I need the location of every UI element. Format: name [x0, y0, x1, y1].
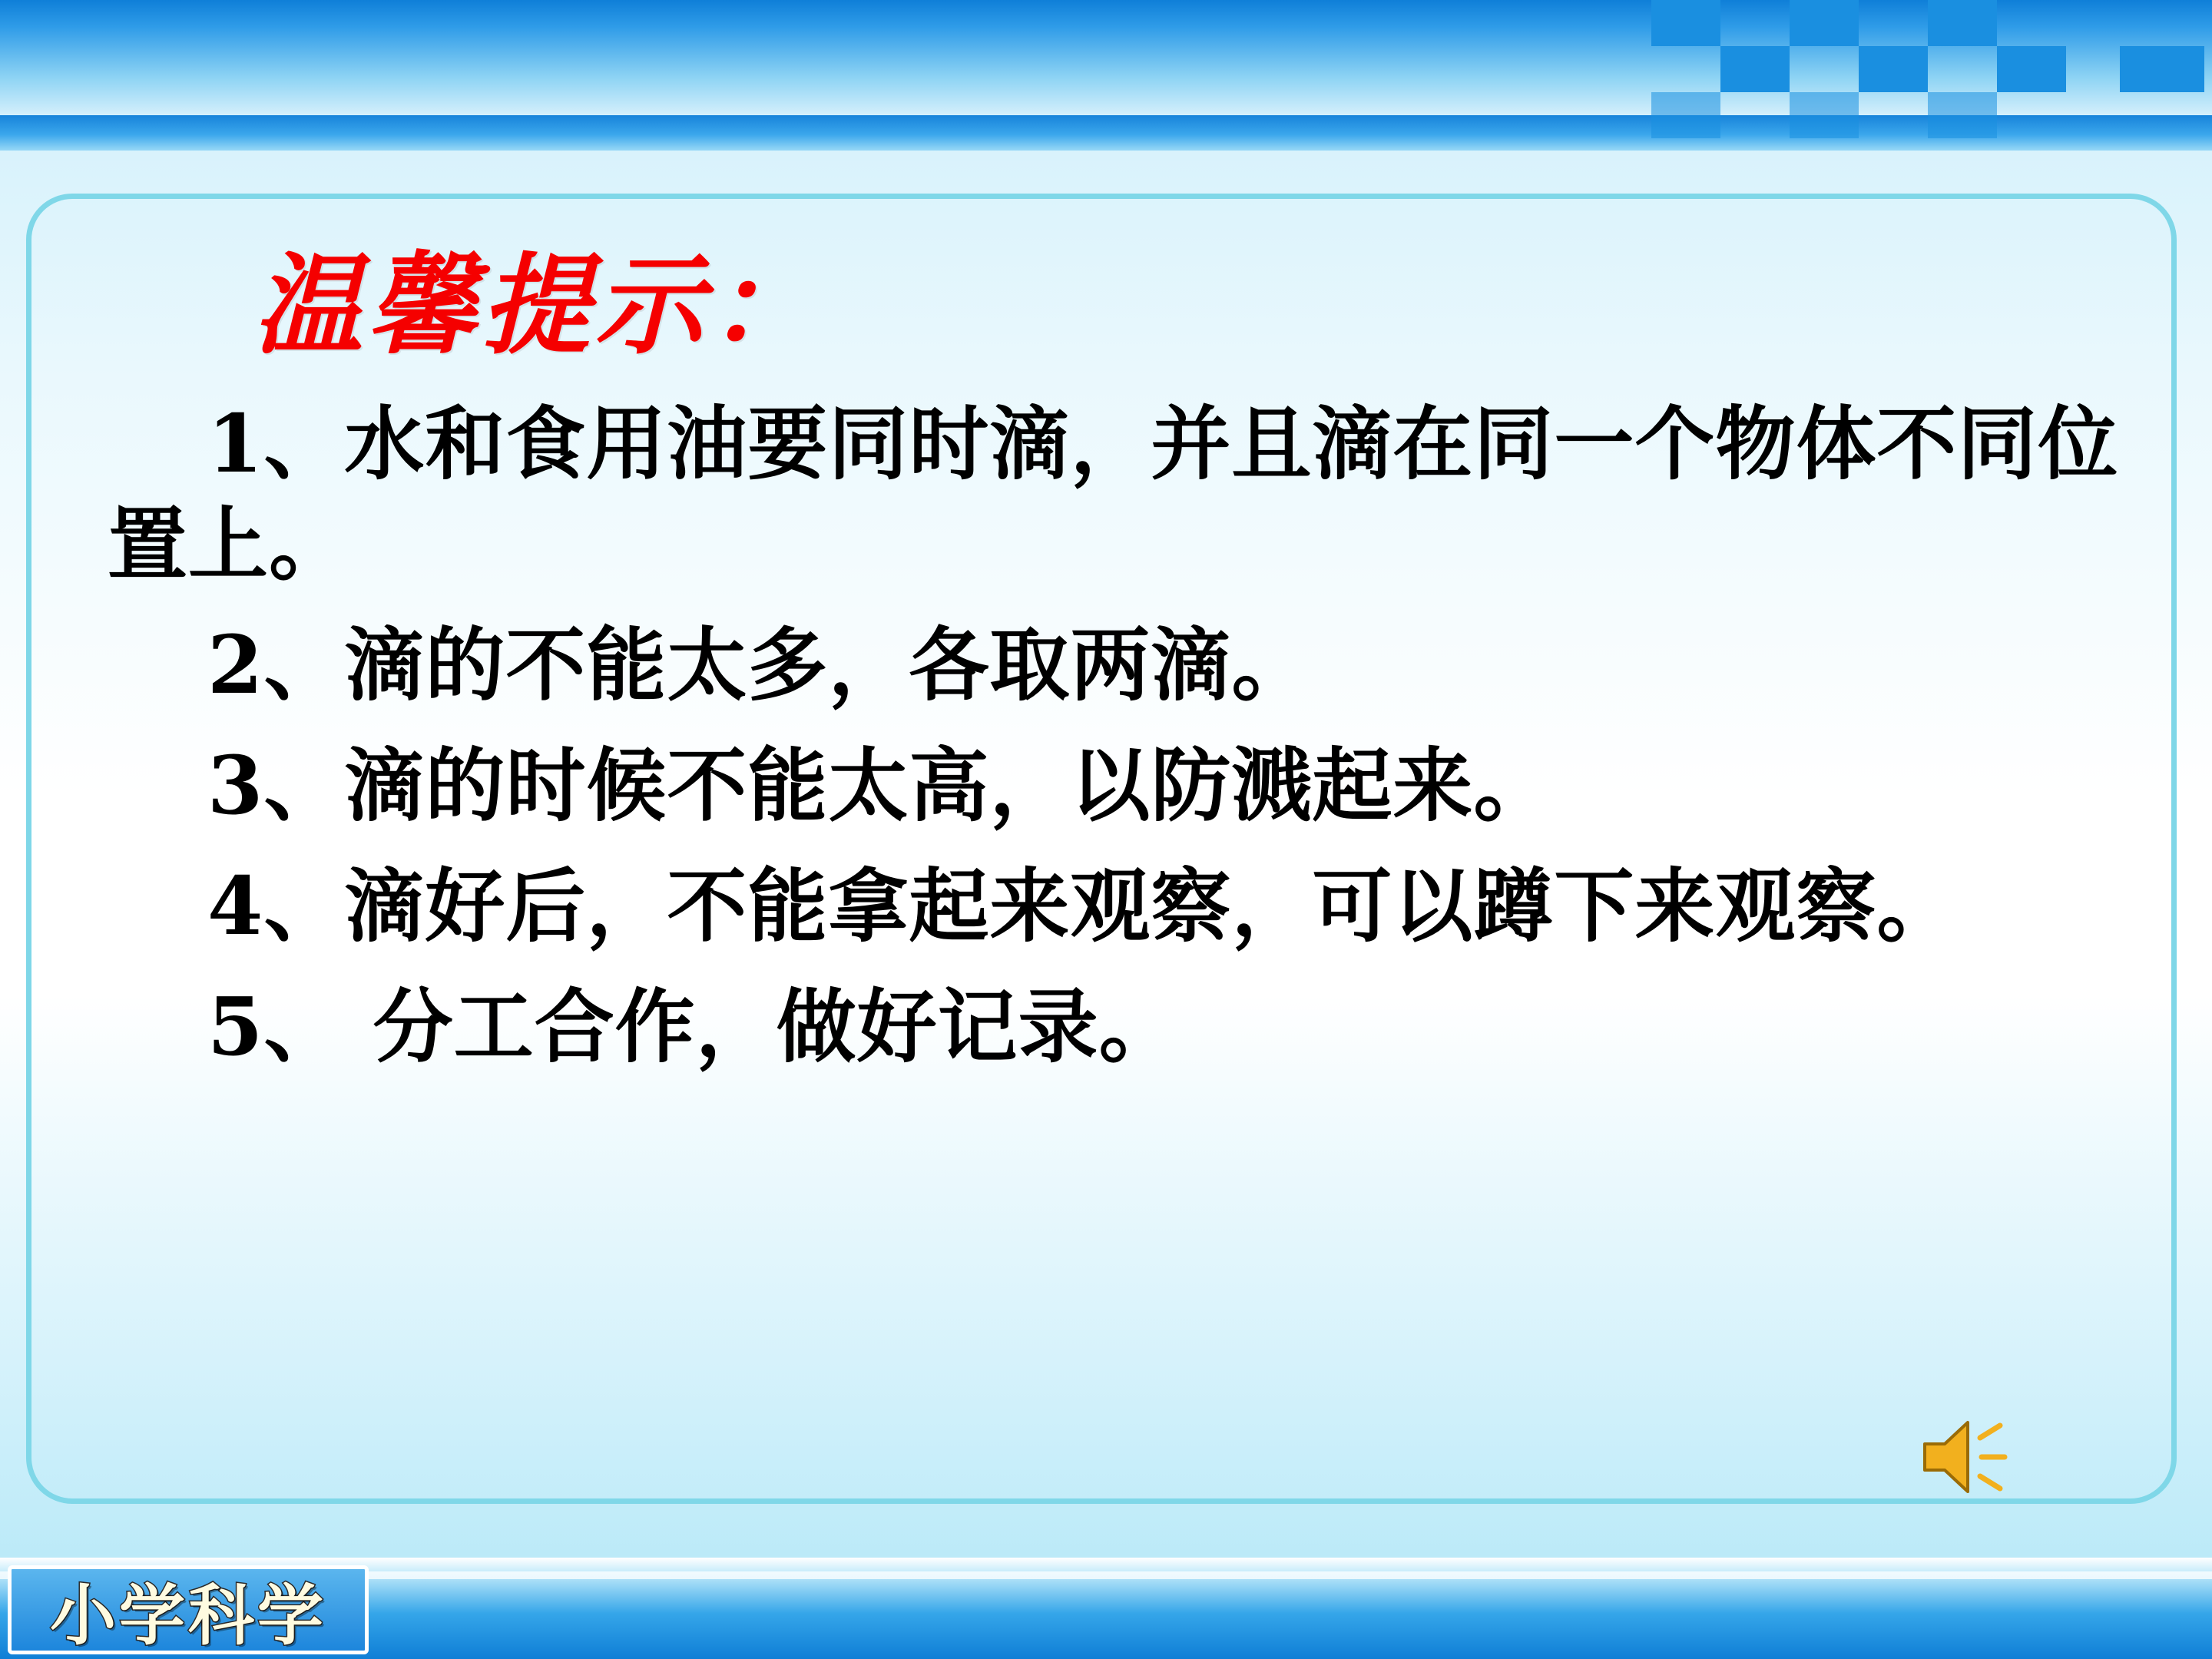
- tip-item-3: 3、滴的时候不能太高，以防溅起来。: [207, 737, 1555, 833]
- slide-content: [108, 238, 2135, 1097]
- bottom-bar: [0, 1558, 2212, 1659]
- tip-item-4: 4、滴好后，不能拿起来观察，可以蹲下来观察。: [207, 858, 1958, 953]
- page-title: 温馨提示：: [253, 242, 822, 369]
- footer-badge-label: 小学科学: [50, 1578, 326, 1654]
- top-banner: [0, 0, 2212, 151]
- checker-pattern-decoration: [1651, 0, 2212, 151]
- footer-badge: [8, 1565, 369, 1654]
- tip-item-5: 5、 分工合作，做好记录。: [207, 979, 1180, 1074]
- speaker-icon[interactable]: [1920, 1415, 2020, 1499]
- tip-item-2: 2、滴的不能太多，各取两滴。: [207, 617, 1313, 712]
- tip-item-1: 1、水和食用油要同时滴，并且滴在同一个物体不同位置上。: [108, 396, 2119, 591]
